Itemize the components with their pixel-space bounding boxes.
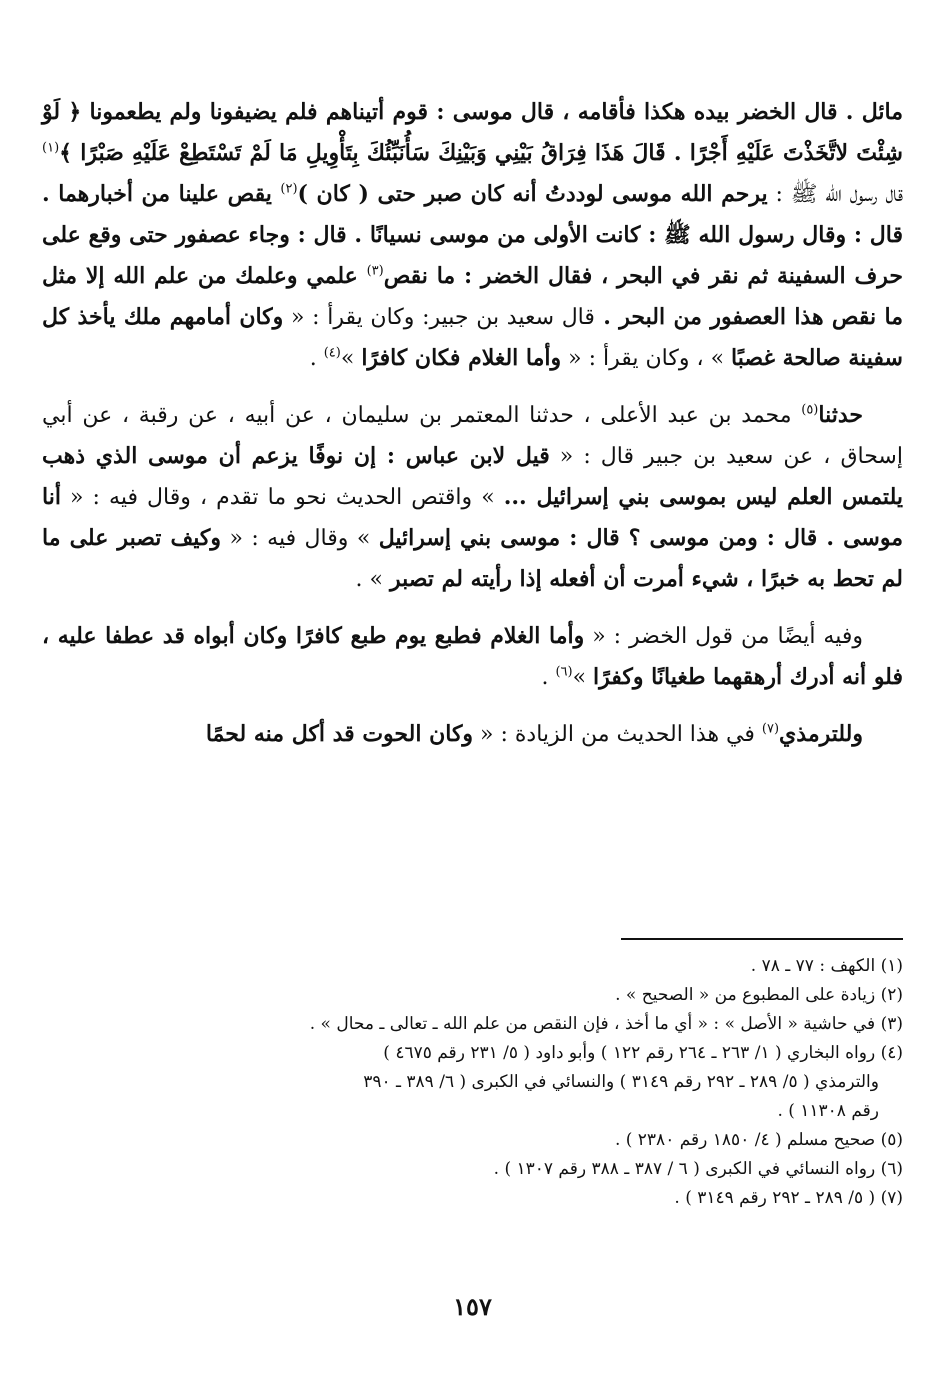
paragraph bbox=[42, 395, 903, 600]
footnote-separator bbox=[621, 938, 903, 940]
page-number: ١٥٧ bbox=[453, 1292, 492, 1321]
narration-text: وفيه أيضًا من قول الخضر : « bbox=[584, 624, 864, 649]
quoted-text: وكان الحوت قد أكل منه لحمًا bbox=[205, 721, 474, 747]
narration-text: » واقتص الحديث نحو ما تقدم ، وقال فيه : « bbox=[60, 485, 504, 510]
quoted-text: أنا موسى . قال : ومن موسى ؟ قال : موسى بني إسرائيل bbox=[42, 484, 903, 551]
quoted-text: وأما الغلام فطبع يوم طبع كافرًا وكان أبواه قد عطفا عليه ، فلو أنه أدرك أرهقهما طغيانًا وكفرًا bbox=[42, 623, 903, 690]
paragraph bbox=[42, 616, 903, 698]
quoted-text: وكيف تصبر على ما لم تحط به خبرًا ، شيء أمرت أن أفعله إذا رأيته لم تصبر bbox=[42, 525, 903, 592]
narration-text: » وقال فيه : « bbox=[221, 526, 379, 551]
paragraph bbox=[42, 714, 903, 755]
footnote-ref: (٢) bbox=[280, 181, 298, 197]
footnote: (٧) ( ٥/ ٢٨٩ ـ ٢٩٢ رقم ٣١٤٩ ) . bbox=[674, 1188, 903, 1208]
main-text bbox=[42, 92, 903, 771]
footnote: (٢) زيادة على المطبوع من « الصحيح » . bbox=[615, 985, 903, 1005]
footnote-continuation: والترمذي ( ٥/ ٢٨٩ ـ ٢٩٢ رقم ٣١٤٩ ) والنسائي في الكبرى ( ٦/ ٣٨٩ ـ ٣٩٠ bbox=[363, 1072, 879, 1092]
narration-text: » . bbox=[355, 567, 390, 592]
quoted-text: علمي وعلمك من علم الله إلا مثل ما نقص هذا العصفور من البحر . bbox=[42, 263, 903, 330]
narration-text: . bbox=[541, 665, 556, 690]
narration-text: قال رسول الله ﷺ : bbox=[767, 182, 903, 207]
narration-text: محمد بن عبد الأعلى ، حدثنا المعتمر بن سليمان ، عن أبيه ، عن رقبة ، عن أبي إسحاق ، عن سعيد بن جبير قال : « bbox=[42, 403, 903, 469]
footnotes bbox=[42, 952, 903, 1213]
quoted-text: وللترمذي bbox=[779, 721, 863, 747]
footnote: (٤) رواه البخاري ( ١/ ٢٦٣ ـ ٢٦٤ رقم ١٢٢ ) وأبو داود ( ٥/ ٢٣١ رقم ٤٦٧٥ ) bbox=[383, 1043, 903, 1063]
narration-text: » ، وكان يقرأ : « bbox=[561, 346, 732, 371]
footnote-ref: (١) bbox=[42, 140, 60, 156]
narration-text: » bbox=[340, 346, 362, 371]
footnote: (٣) في حاشية « الأصل » : « أي ما أخذ ، فإن النقص من علم الله ـ تعالى ـ محال » . bbox=[309, 1014, 903, 1034]
quoted-text: حدثنا bbox=[818, 402, 863, 428]
footnote-ref: (٧) bbox=[761, 721, 780, 737]
footnote-continuation: رقم ١١٣٠٨ ) . bbox=[777, 1101, 879, 1121]
footnote: (١) الكهف : ٧٧ ـ ٧٨ . bbox=[750, 956, 903, 976]
footnote-ref: (٤) bbox=[323, 345, 341, 361]
narration-text: . bbox=[309, 346, 324, 371]
quoted-text: قيل لابن عباس : إن نوفًا يزعم أن موسى الذي ذهب يلتمس العلم ليس بموسى بني إسرائيل ... bbox=[42, 443, 903, 510]
footnote-ref: (٣) bbox=[366, 263, 384, 279]
footnote-ref: (٦) bbox=[555, 664, 573, 680]
quoted-text: يقص علينا من أخبارهما . قال : وقال رسول الله ﷺ : كانت الأولى من موسى نسيانًا . قال : وجاء عصفور حتى وقع على حرف السفينة ثم نقر في البحر ، فقال الخضر : ما نقص bbox=[42, 181, 903, 289]
footnote: (٦) رواه النسائي في الكبرى ( ٦ / ٣٨٧ ـ ٣٨٨ رقم ١٣٠٧ ) . bbox=[493, 1159, 903, 1179]
narration-text: » bbox=[572, 665, 594, 690]
footnote-ref: (٥) bbox=[801, 402, 819, 418]
narration-text: في هذا الحديث من الزيادة : « bbox=[473, 722, 762, 747]
quoted-text: يرحم الله موسى لوددتُ أنه كان صبر حتى ( كان ) bbox=[297, 181, 768, 207]
footnote: (٥) صحيح مسلم ( ٤/ ١٨٥٠ رقم ٢٣٨٠ ) . bbox=[614, 1130, 903, 1150]
quoted-text: وكان أمامهم ملك يأخذ كل سفينة صالحة غصبًا bbox=[42, 304, 903, 371]
quoted-text: وأما الغلام فكان كافرًا bbox=[361, 345, 562, 371]
paragraph bbox=[42, 92, 903, 379]
quoted-text: مائل . قال الخضر بيده هكذا فأقامه ، قال موسى : قوم أتيناهم فلم يضيفونا ولم يطعمونا ﴿ لَوْ شِئْتَ لاتَّخَذْتَ عَلَيْهِ أَجْرًا . قَالَ هَذَا فِرَاقُ بَيْنِي وَبَيْنِكَ سَأُنَبِّئُكَ بِتَأْوِيلِ مَا لَمْ تَسْتَطِعْ عَلَيْهِ صَبْرًا ﴾ bbox=[42, 99, 903, 166]
narration-text: قال سعيد بن جبير: وكان يقرأ : « bbox=[283, 305, 595, 330]
